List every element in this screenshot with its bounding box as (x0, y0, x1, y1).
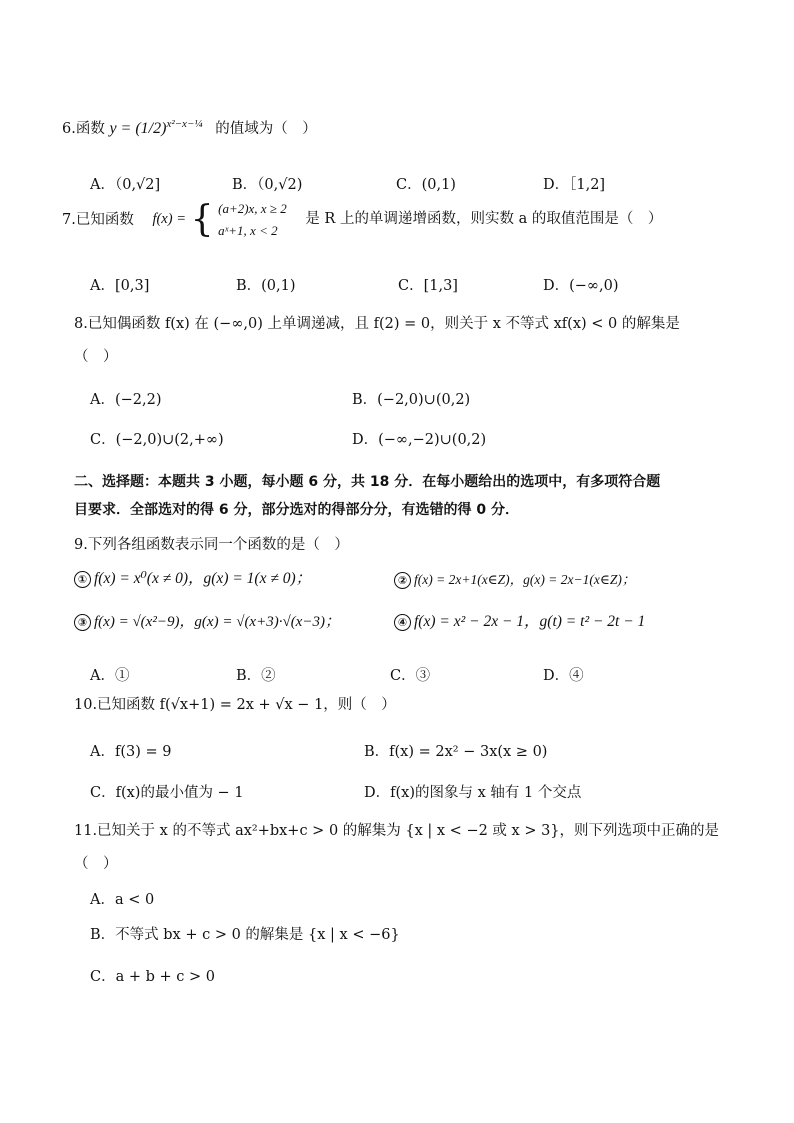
q9-pair-4 (394, 613, 645, 632)
circled-4-icon: ④ (394, 614, 411, 631)
q9-option-c: C．③ (390, 668, 431, 684)
q6-option-b: B．（0,√2) (232, 177, 303, 193)
q8-option-b: B．(−2,0)∪(0,2) (352, 392, 471, 408)
circled-3-icon: ③ (74, 614, 91, 631)
q9-pair-1-text: f(x) = x⁰(x ≠ 0)，g(x) = 1(x ≠ 0)； (94, 570, 312, 587)
q11-line-2: （ ） (74, 856, 118, 872)
q7-suffix: 是 R 上的单调递增函数，则实数 a 的取值范围是（ ） (305, 211, 663, 228)
q9-pair-3 (74, 613, 340, 631)
q6-prefix: 6.函数 (62, 120, 105, 137)
q10-option-d: D．f(x)的图象与 x 轴有 1 个交点 (364, 785, 582, 801)
q9-pair-4-text: f(x) = x² − 2x − 1，g(t) = t² − 2t − 1 (414, 613, 646, 630)
q11-option-c: C．a + b + c > 0 (90, 969, 215, 985)
q7-option-b: B．(0,1) (236, 278, 296, 294)
q8-option-a: A．(−2,2) (90, 392, 162, 408)
q6-option-c: C．(0,1) (396, 177, 456, 193)
q10-option-b: B．f(x) = 2x² − 3x(x ≥ 0) (364, 744, 548, 760)
q9-pair-1 (74, 570, 311, 589)
q10-option-a: A．f(3) = 9 (90, 744, 172, 760)
q11-option-a: A．a < 0 (90, 892, 155, 908)
q7-option-a: A．[0,3] (90, 278, 150, 294)
circled-1-icon: ① (74, 571, 91, 588)
q10-stem: 10.已知函数 f(√x+1) = 2x + √x − 1，则（ ） (74, 697, 396, 713)
q6-formula-base: y = (1/2) (109, 119, 167, 137)
q7-brace: { (190, 199, 214, 240)
q7-piece-1: (a+2)x, x ≥ 2 (218, 201, 287, 216)
section-2-heading-line-2: 目要求．全部选对的得 6 分，部分选对的得部分分，有选错的得 0 分． (74, 502, 519, 518)
q11-line-1: 11.已知关于 x 的不等式 ax²+bx+c > 0 的解集为 {x | x < −2 或 x > 3}，则下列选项中正确的是 (74, 823, 720, 839)
q8-line-1: 8.已知偶函数 f(x) 在 (−∞,0) 上单调递减，且 f(2) = 0，则关于 x 不等式 xf(x) < 0 的解集是 (74, 316, 680, 332)
q9-stem: 9.下列各组函数表示同一个函数的是（ ） (74, 537, 349, 553)
q8-option-d: D．(−∞,−2)∪(0,2) (352, 432, 487, 448)
q7-piece-2: aˣ+1, x < 2 (218, 223, 278, 238)
question-7-stem (62, 198, 662, 242)
q8-option-c: C．(−2,0)∪(2,+∞) (90, 432, 224, 448)
q7-option-d: D．(−∞,0) (543, 278, 619, 294)
q7-prefix: 7.已知函数 (62, 212, 134, 228)
q6-option-a: A．（0,√2] (90, 177, 161, 193)
q8-line-2: （ ） (74, 349, 118, 365)
q9-option-a: A．① (90, 668, 130, 684)
q6-suffix: 的值域为（ ） (215, 120, 317, 137)
q10-option-c: C．f(x)的最小值为 − 1 (90, 785, 244, 801)
q6-exponent: x²−x−¼ (166, 118, 203, 130)
q11-option-b: B．不等式 bx + c > 0 的解集是 {x | x < −6} (90, 927, 400, 943)
q7-fx: f(x) = (152, 211, 186, 228)
q7-option-c: C．[1,3] (398, 278, 458, 294)
q7-pieces (218, 198, 287, 242)
q9-option-b: B．② (236, 668, 276, 684)
q9-pair-3-text: f(x) = √(x²−9)，g(x) = √(x+3)·√(x−3)； (94, 614, 340, 630)
question-6-stem (62, 118, 317, 138)
q9-pair-2 (394, 572, 635, 589)
q6-option-d: D．［1,2] (543, 177, 606, 193)
section-2-heading-line-1: 二、选择题：本题共 3 小题，每小题 6 分，共 18 分．在每小题给出的选项中，有多项符合题 (74, 474, 661, 490)
q9-option-d: D．④ (543, 668, 584, 684)
circled-2-icon: ② (394, 572, 411, 589)
q9-pair-2-text: f(x) = 2x+1(x∈Z)，g(x) = 2x−1(x∈Z)； (414, 572, 636, 587)
